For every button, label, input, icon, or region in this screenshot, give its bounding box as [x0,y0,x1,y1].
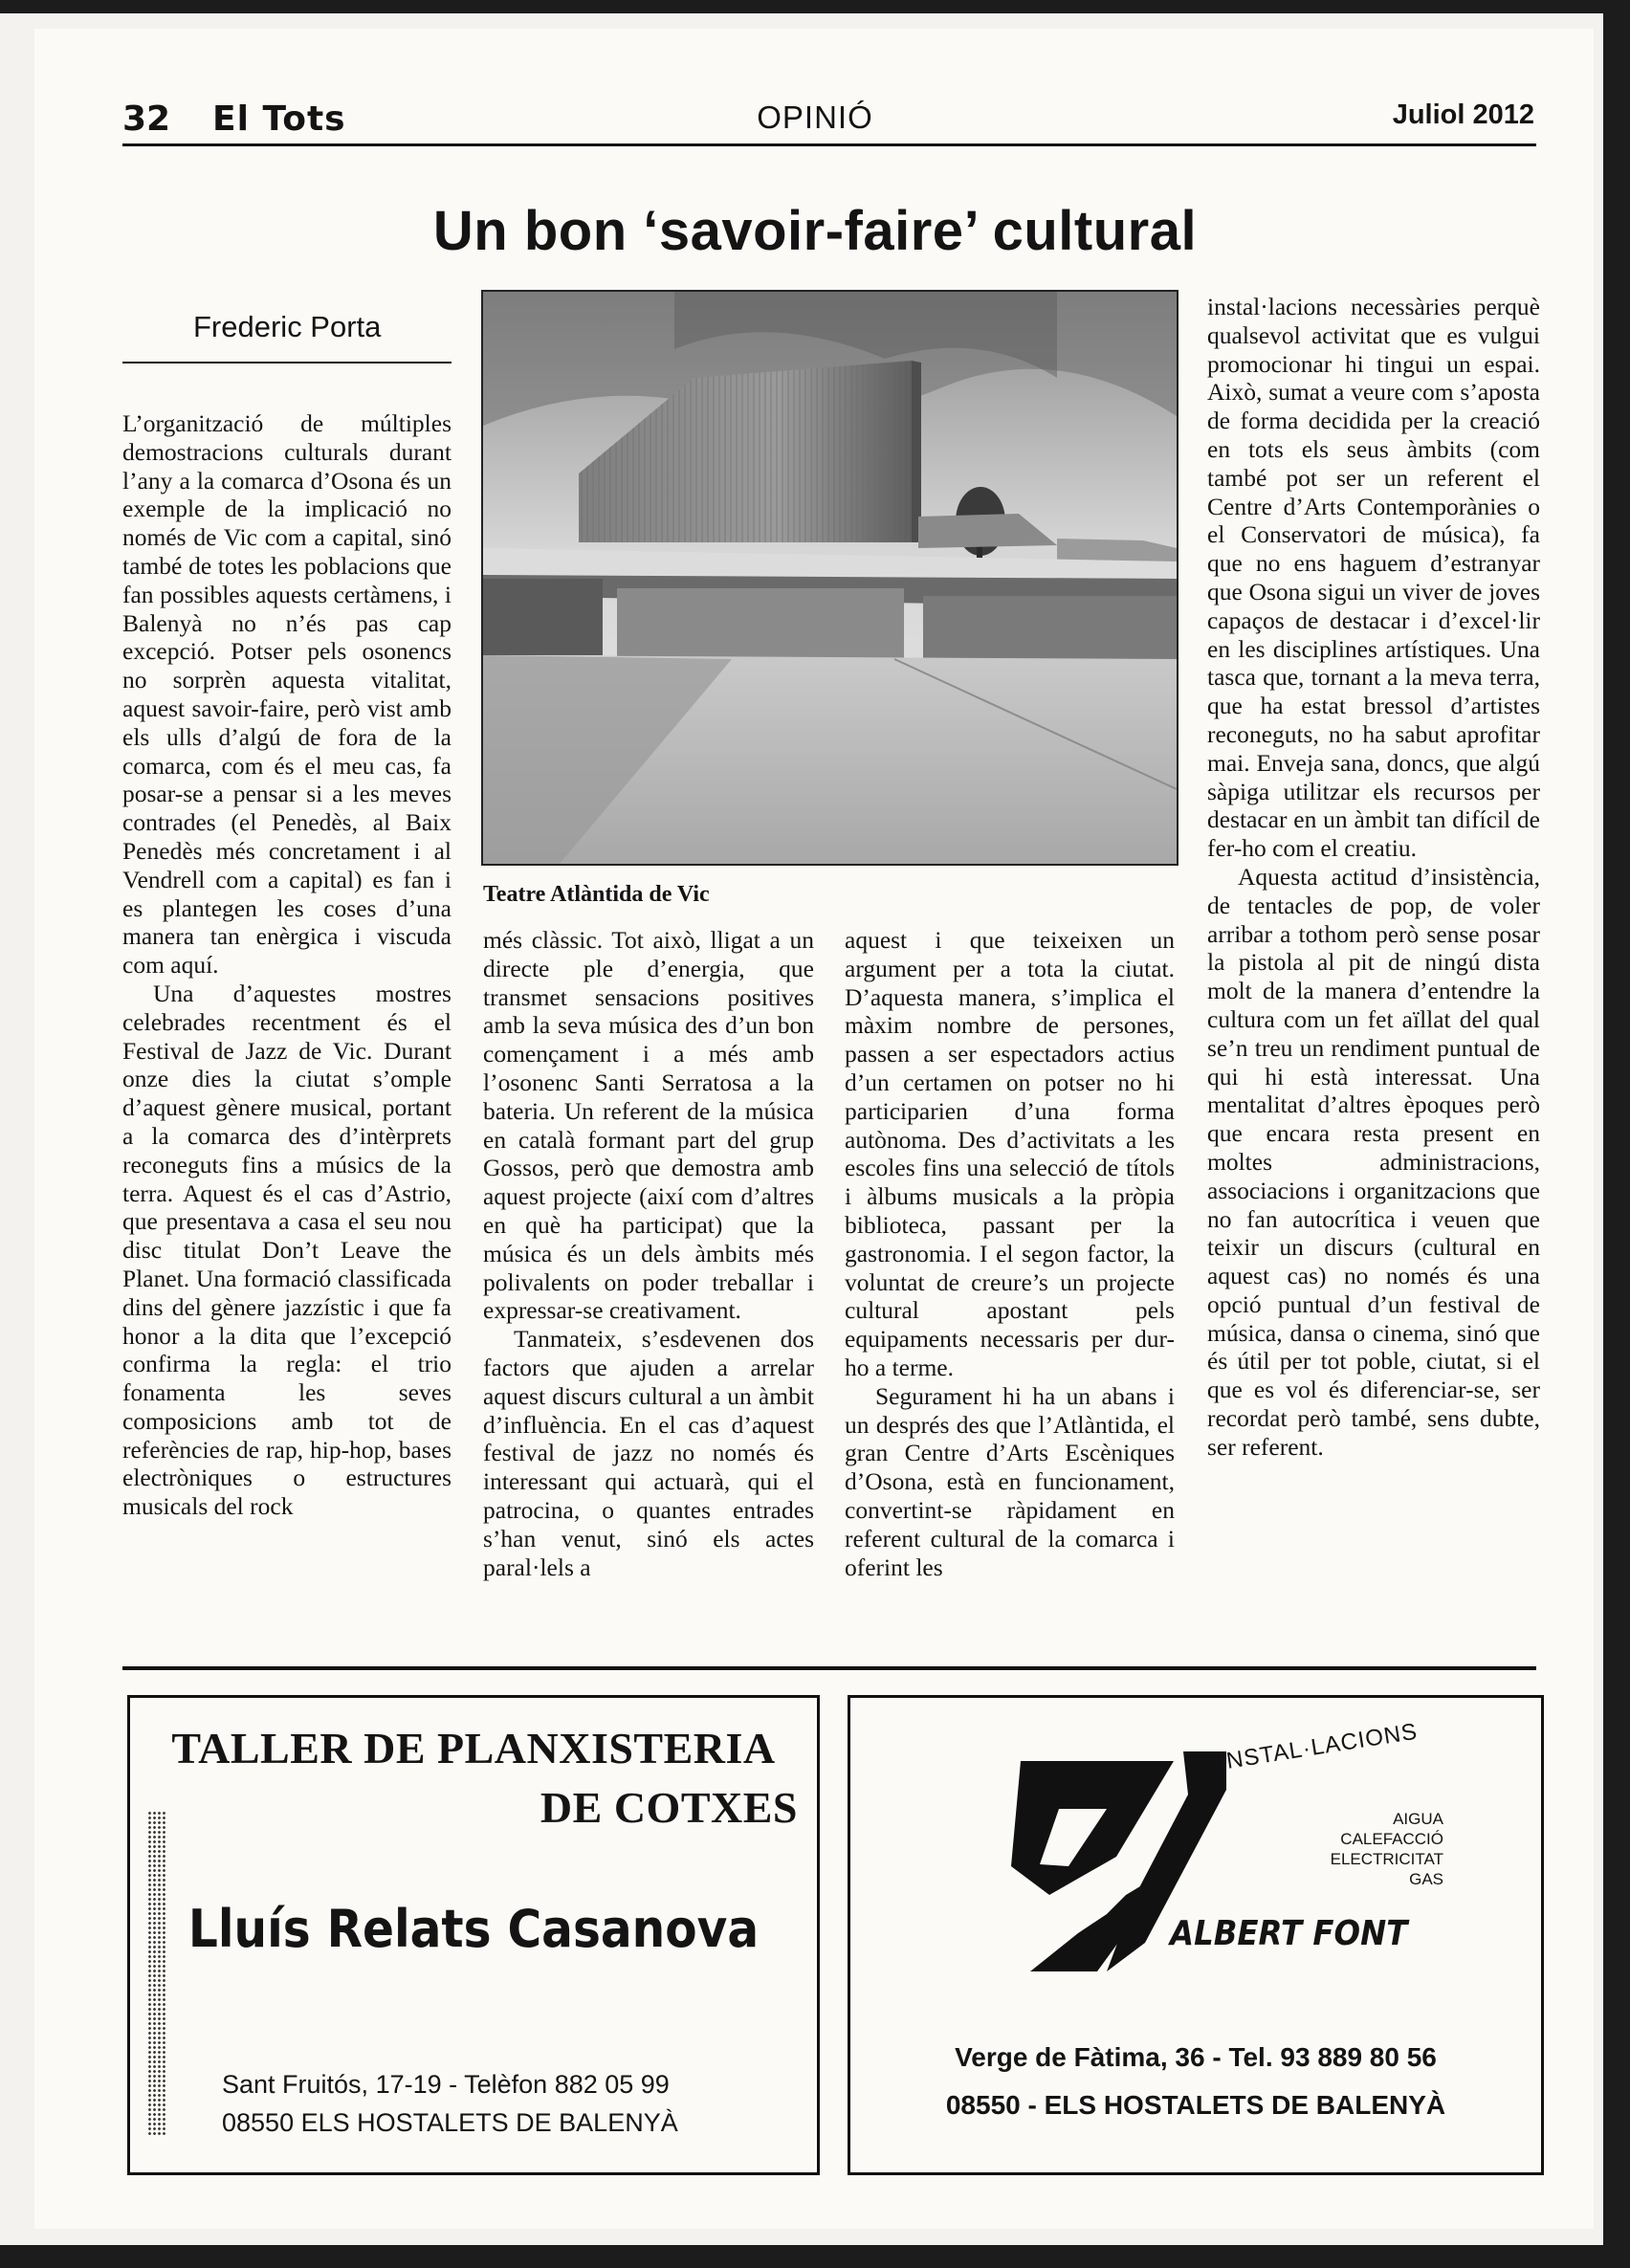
article-column-4 [1207,293,1540,1462]
dot-pattern-decoration [147,1811,166,2136]
article-column-1 [122,409,452,1521]
article-photo [481,290,1178,866]
service-item: AIGUA [1393,1810,1443,1828]
issue-date: Juliol 2012 [1392,99,1534,130]
article-author: Frederic Porta [193,310,382,343]
header-rule [122,143,1536,146]
paragraph: aquest i que teixeixen un argument per a tota la ciutat. D’aquesta manera, s’implica el màxim nombre de persones, passen a ser espectadors actius d’un certamen on potser no hi participarien d’una forma autònoma. Des d’activitats a les escoles fins una selecció de títols i àlbums musicals a la pròpia biblioteca, passant per la gastronomia. I el segon factor, la voluntat de creure’s un projecte cultural apostant pels equipaments necessaris per dur-ho a terme. [845,926,1175,1381]
ad-city: 08550 - ELS HOSTALETS DE BALENYÀ [945,2090,1446,2120]
ad-address-block [222,2065,678,2142]
photo-caption: Teatre Atlàntida de Vic [483,882,710,907]
publication-name: El Tots [212,99,346,139]
ad-business-name: Lluís Relats Casanova [187,1899,760,1959]
article-column-3 [845,926,1175,1581]
paragraph: Aquesta actitud d’insistència, de tentacles de pop, de voler arribar a tothom però sense posar la pistola al pit de ningú dista molt de la manera d’entendre la cultura com un fet aïllat del qual se’n treu un rendiment puntual de qui hi està interessat. Una mentalitat d’altres èpoques però que encara resta present en moltes administracions, associacions i organitzacions que no fan autocrítica i veuen que teixir un discurs (cultural en aquest cas) no només és una opció puntual d’un festival de música, dansa o cinema, sinó que és útil per tot poble, ciutat, si el que es vol és diferenciar-se, ser recordat però també, sens dubte, ser referent. [1207,862,1540,1461]
ad-address: Verge de Fàtima, 36 - Tel. 93 889 80 56 [955,2042,1437,2072]
paragraph: Segurament hi ha un abans i un després des que l’Atlàntida, el gran Centre d’Arts Escèniques d’Osona, està en funcionament, convertint-se ràpidament en referent cultural de la comarca i oferint les [845,1381,1175,1581]
paragraph: Tanmateix, s’esdevenen dos factors que ajuden a arrelar aquest discurs cultural a un àmbit d’influència. En el cas d’aquest festival de jazz no només és interessant qui actuarà, qui el patrocina, o quantes entrades s’han venut, sinó els actes paral·lels a [483,1325,814,1581]
ad-planxisteria [127,1695,820,2175]
ad-address: Sant Fruitós, 17-19 - Telèfon 882 05 99 [222,2070,670,2099]
ad-tagline: INSTAL·LACIONS [1217,1718,1420,1776]
paragraph: Una d’aquestes mostres celebrades recentment és el Festival de Jazz de Vic. Durant onze dies la ciutat s’omple d’aquest gènere musical, portant a la comarca des d’intèrprets reconeguts fins a músics de la terra. Aquest és el cas d’Astrio, que presentava a casa el seu nou disc titulat Don’t Leave the Planet. Una formació classificada dins del gènere jazzístic i que fa honor a la dita que l’excepció confirma la regla: el trio fonamenta les seves composicions amb tot de referències de rap, hip-hop, bases electròniques o estructures musicals del rock [122,979,452,1521]
section-label: OPINIÓ [757,99,873,135]
page-number: 32 [122,99,171,139]
ad-city: 08550 ELS HOSTALETS DE BALENYÀ [222,2108,678,2137]
scan-edge-right [1603,0,1630,2268]
ad-services-list [1252,1809,1443,1889]
service-item: CALEFACCIÓ [1340,1830,1443,1848]
service-item: GAS [1409,1870,1443,1888]
ad-heading-line-2: DE COTXES [540,1783,798,1832]
ad-business-name: ALBERT FONT [1170,1914,1408,1953]
paragraph: més clàssic. Tot això, lligat a un directe ple d’energia, que transmet sensacions positives amb la seva música des d’un bon començament i a més amb l’osonenc Santi Serratosa a la bateria. Un referent de la música en català formant part del grup Gossos, però que demostra amb aquest projecte (així com d’altres en què ha participat) que la música és un dels àmbits més polivalents on poder treballar i expressar-se creativament. [483,926,814,1325]
ad-heading-line-1: TALLER DE PLANXISTERIA [171,1724,776,1773]
author-rule [122,362,452,363]
article-column-2 [483,926,814,1581]
scan-edge-top [0,0,1630,13]
article-title: Un bon ‘savoir-faire’ cultural [432,200,1198,262]
ads-separator-rule [122,1666,1536,1670]
paragraph: instal·lacions necessàries perquè qualsevol activitat que es vulgui promocionar hi tingui un espai. Això, sumat a veure com s’aposta de forma decidida per la creació en tots els seus àmbits (com també pot ser un referent el Centre d’Arts Contemporànies o el Conservatori de música), fa que no ens haguem d’estranyar que Osona sigui un viver de joves capaços de destacar i d’excel·lir en les disciplines artístiques. Una tasca que, tornant a la meva terra, que ha estat bressol d’artistes reconeguts, no ha sabut aprofitar mai. Enveja sana, doncs, que algú sàpiga utilitzar els recursos per destacar en un àmbit tan difícil de fer-ho com el creatiu. [1207,293,1540,863]
ad-albert-font [848,1695,1544,2175]
scan-edge-bottom [0,2245,1630,2268]
theatre-building-image [483,292,1177,864]
paragraph: L’organització de múltiples demostracions culturals durant l’any a la comarca d’Osona és un exemple de la implicació no només de Vic com a capital, sinó també de totes les poblacions que fan possibles aquests certàmens, i Balenyà no n’és pas cap excepció. Potser pels osonencs no sorprèn aquesta vitalitat, aquest savoir-faire, però vist amb els ulls d’algú de fora de la comarca, com és el meu cas, fa posar-se a pensar si a les meves contrades (el Penedès, al Baix Penedès més concretament i al Vendrell com a capital) es fan i es plantegen les coses d’una manera tan enèrgica i viscuda com aquí. [122,409,452,980]
service-item: ELECTRICITAT [1330,1850,1443,1868]
